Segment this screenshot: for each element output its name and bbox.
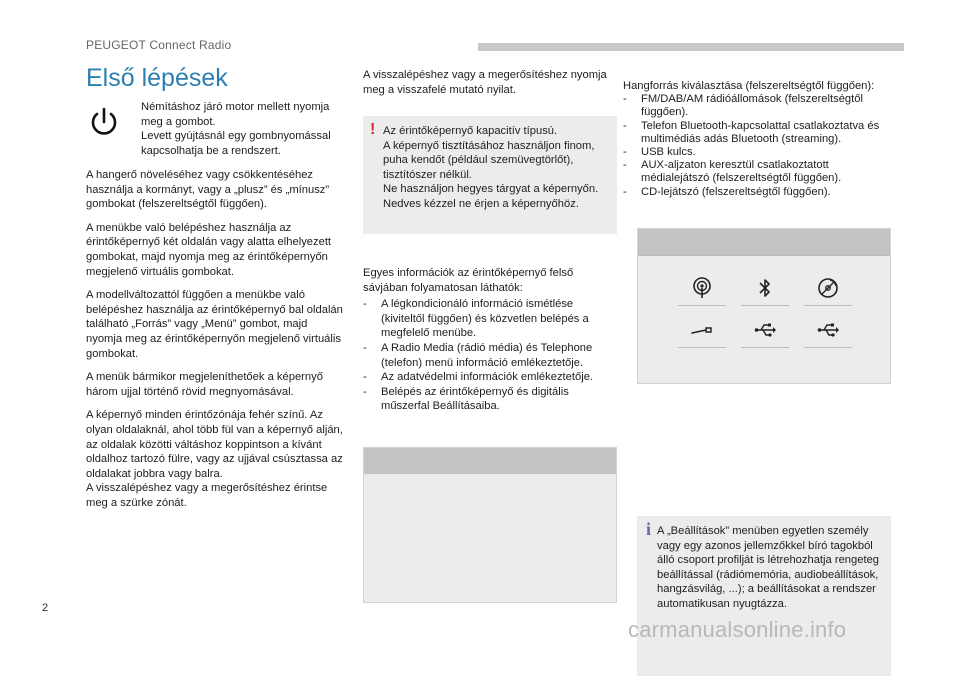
- paragraph: A menük bármikor megjeleníthetőek a képernyő három ujjal történő rövid megnyomásával.: [86, 371, 323, 398]
- cd-icon: [808, 273, 848, 303]
- list-item: - A légkondicionáló információ ismétlése (kiviteltől függően) és közvetlen belépés a megfelelő menübe.: [363, 298, 589, 340]
- power-icon: [86, 104, 122, 140]
- usb-icon: [808, 315, 848, 345]
- list-item: - Az adatvédelmi információk emlékeztetője.: [363, 371, 594, 384]
- list-item: - AUX-aljzaton keresztül csatlakoztatott médialejátszó (felszereltségtől függően).: [623, 159, 842, 185]
- list-item: - Telefon Bluetooth-kapcsolattal csatlakoztatva és multimédiás adás Bluetooth (streaming).: [623, 119, 880, 145]
- screen-illustration: [363, 447, 617, 603]
- page-number: 2: [42, 602, 49, 614]
- paragraph: A visszalépéshez vagy a megerősítéshez nyomja meg a visszafelé mutató nyilat.: [363, 69, 607, 96]
- paragraph: A képernyő minden érintőzónája fehér színű. Az olyan oldalaknál, ahol több fül van a képernyő alján, az oldalak közötti váltáshoz koppintson a kívánt oldalhoz tartozó fülre, vagy az ujjával csúsztassa az oldalakat jobbra vagy balra.: [86, 409, 343, 480]
- warning-box: [363, 116, 617, 234]
- divider: [678, 347, 726, 348]
- top-bar-info: [363, 266, 618, 414]
- divider: [741, 347, 789, 348]
- radio-icon: [682, 273, 722, 303]
- paragraph: A modellváltozattól függően a menükbe való belépéshez használja az érintőképernyő bal oldalán található „Forrás” vagy „Menü” gombot, majd nyomja meg az érintőképernyőn megjelenő virtuális gombokat.: [86, 289, 343, 360]
- paragraph: A menükbe való belépéshez használja az érintőképernyő két oldalán vagy alatta elhelyezett gombokat, majd nyomja meg az érintőképernyőn megjelenő virtuális gombokat.: [86, 221, 332, 278]
- column-3: [623, 80, 895, 199]
- divider: [804, 305, 852, 306]
- list-item: - A Radio Media (rádió média) és Telephone (telefon) menü információ emlékeztetője.: [363, 341, 593, 369]
- info-icon: i: [646, 519, 652, 539]
- header-bar: [478, 43, 904, 51]
- divider: [804, 347, 852, 348]
- watermark: carmanualsonline.info: [628, 617, 847, 642]
- warning-icon: !: [370, 121, 376, 138]
- column-1: [86, 168, 346, 519]
- screen-top-bar: [638, 229, 890, 256]
- header-title: PEUGEOT Connect Radio: [86, 38, 232, 52]
- aux-icon: [682, 315, 722, 345]
- paragraph: A hangerő növeléséhez vagy csökkentéséhez használja a kormányt, vagy a „plusz” és „mínusz” gombokat (felszereltségtől függően).: [86, 169, 330, 211]
- intro-line: Némításhoz járó motor mellett nyomja meg a gombot.: [141, 101, 330, 128]
- list-item: - FM/DAB/AM rádióállomások (felszereltségtől függően).: [623, 93, 863, 119]
- source-selection-illustration: [637, 228, 891, 384]
- warning-line: Ne használjon hegyes tárgyat a képernyőn.: [383, 183, 599, 196]
- screen-top-bar: [364, 448, 616, 474]
- list-item: - USB kulcs.: [623, 146, 696, 159]
- warning-line: A képernyő tisztításához használjon finom, puha kendőt (például szemüvegtörlőt), tisztítószer nélkül.: [383, 139, 595, 181]
- list-item: - CD-lejátszó (felszereltségtől függően).: [623, 185, 831, 198]
- paragraph: Egyes információk az érintőképernyő felső sávjában folyamatosan láthatók:: [363, 267, 574, 294]
- warning-line: Nedves kézzel ne érjen a képernyőhöz.: [383, 197, 579, 210]
- info-box: [637, 516, 891, 676]
- usb-icon: [745, 315, 785, 345]
- intro-line: Levett gyújtásnál egy gombnyomással kapcsolhatja be a rendszert.: [141, 130, 331, 157]
- list-item: - Belépés az érintőképernyő és digitális műszerfal Beállításaiba.: [363, 385, 569, 413]
- column-2: [363, 68, 618, 106]
- paragraph: Hangforrás kiválasztása (felszereltségtől függően):: [623, 80, 875, 92]
- page-title: Első lépések: [86, 64, 228, 92]
- paragraph: A visszalépéshez vagy a megerősítéshez érintse meg a szürke zónát.: [86, 482, 328, 509]
- divider: [741, 305, 789, 306]
- bluetooth-icon: [745, 273, 785, 303]
- intro-text: [141, 100, 351, 158]
- warning-line: Az érintőképernyő kapacitív típusú.: [383, 125, 558, 137]
- divider: [678, 305, 726, 306]
- info-text: A „Beállítások” menüben egyetlen személy vagy egy azonos jellemzőkkel bíró tagokból álló csoport profilját is létrehozhatja rengeteg beállítással (rádiómemória, audiobeállítások, hangzásvilág, ...); a beállításokat a rendszer automatikusan nyugtázza.: [657, 525, 880, 610]
